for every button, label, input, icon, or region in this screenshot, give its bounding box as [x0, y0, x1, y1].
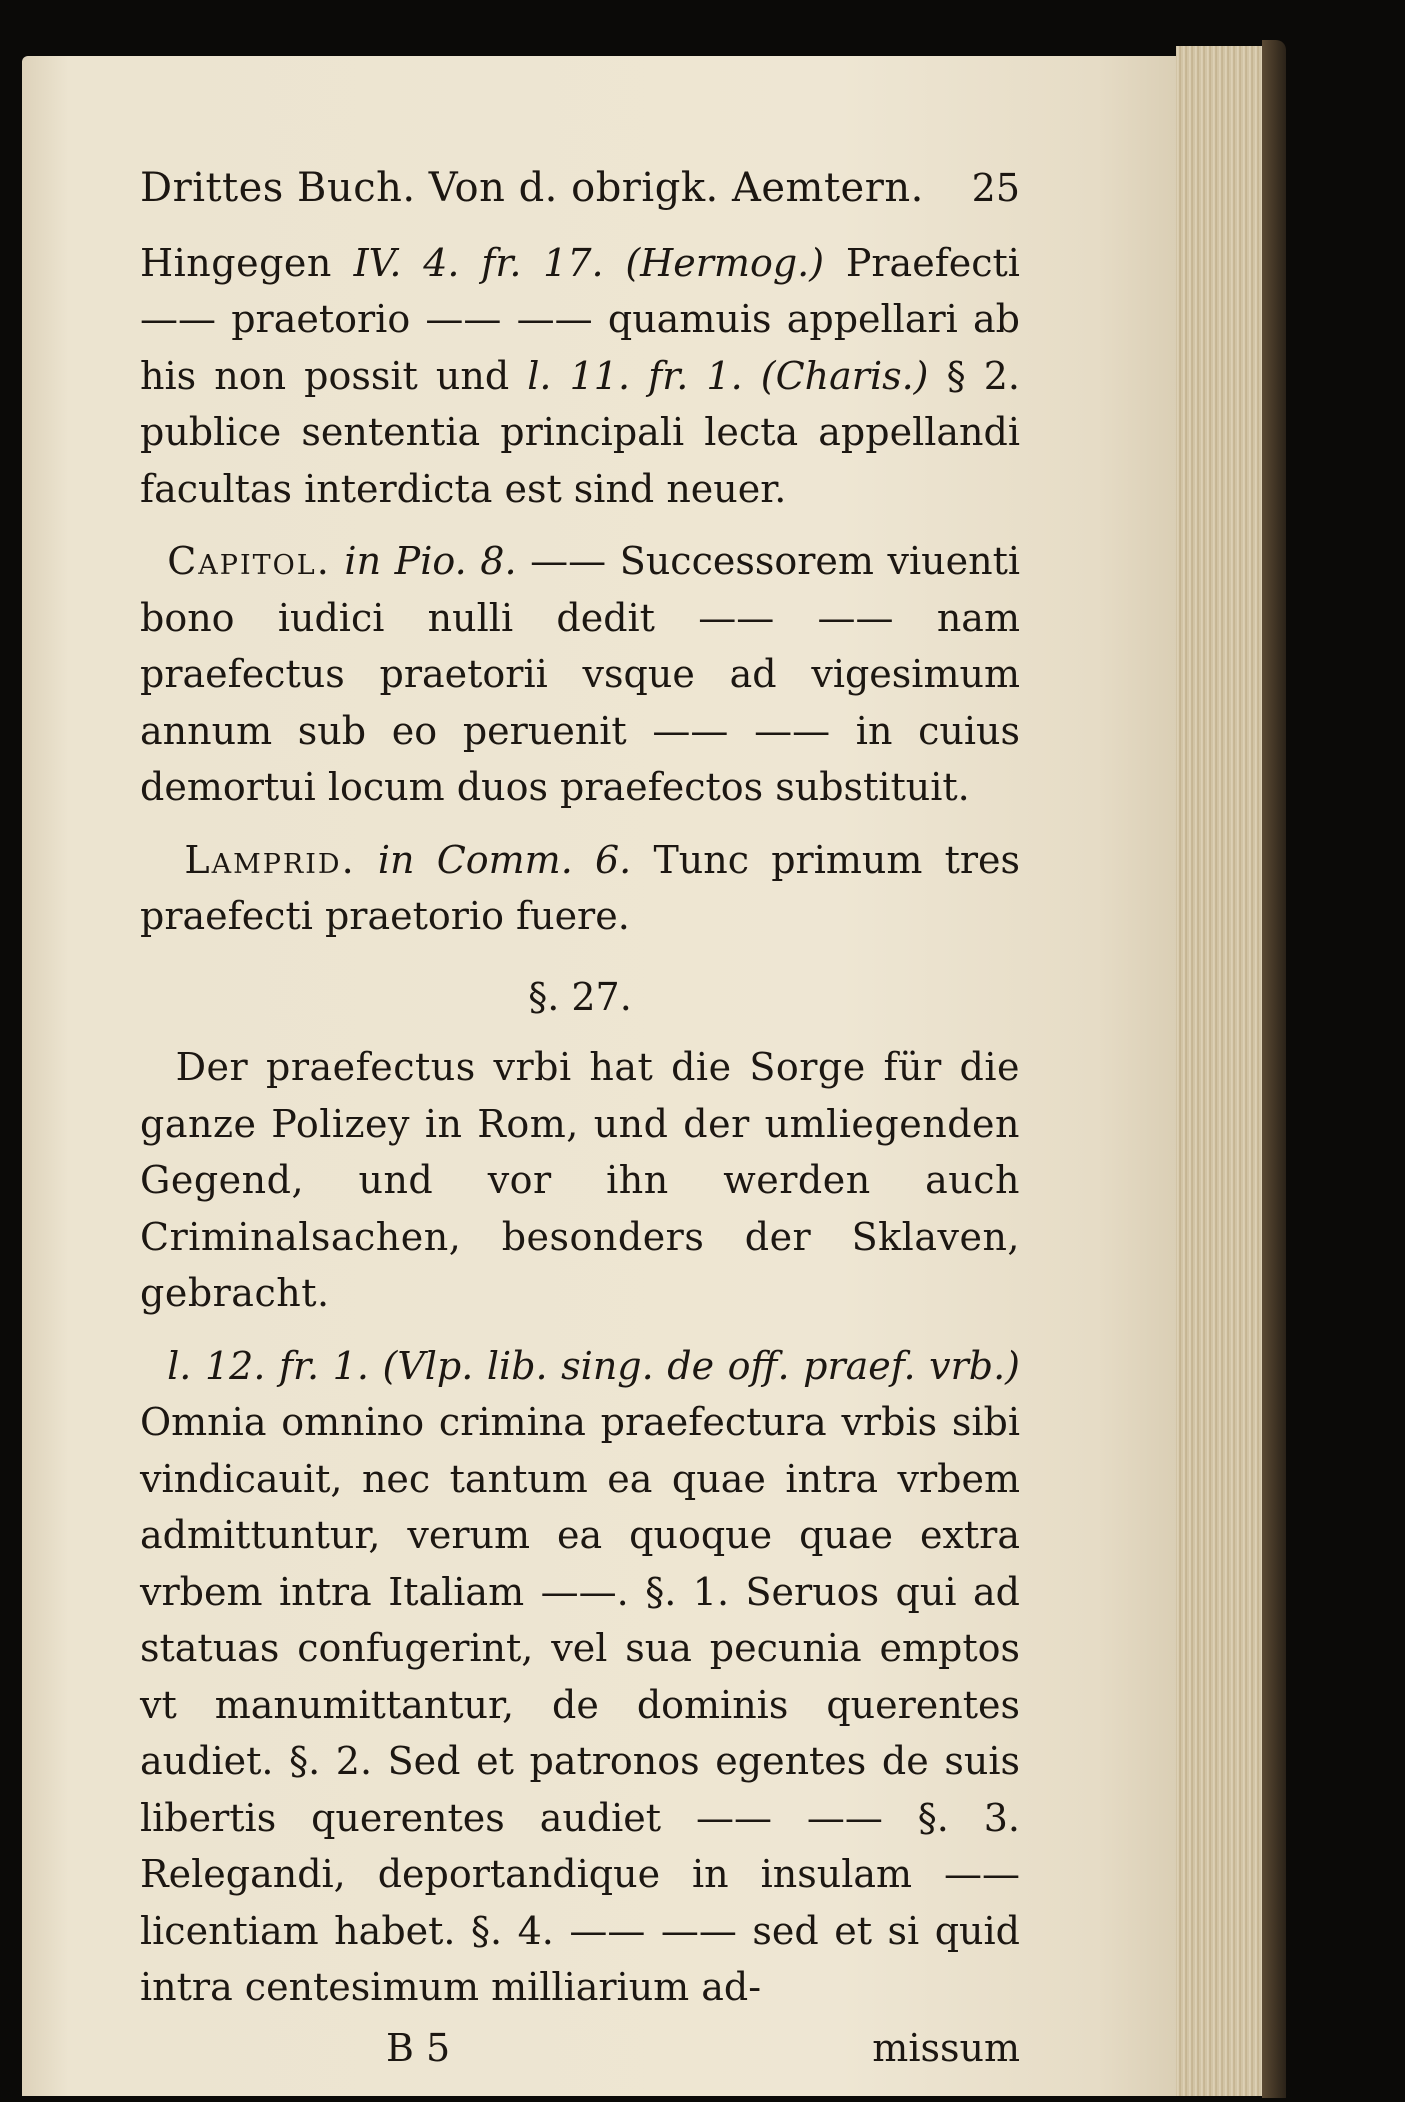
- page-text: [140, 160, 1020, 2076]
- p1-tail: § 2. publice sententia principali lecta appellandi facultas interdicta est sind neuer.: [140, 353, 1020, 511]
- paragraph-5: [140, 1338, 1020, 2016]
- running-title: Drittes Buch. Von d. obrigk. Aemtern.: [140, 165, 924, 211]
- paragraph-1: [140, 235, 1020, 518]
- paragraph-3: [140, 832, 1020, 945]
- p1-citation-2: l. 11. fr. 1. (Charis.): [527, 353, 929, 398]
- paragraph-4: [140, 1039, 1020, 1322]
- p3-source: Lamprid.: [184, 837, 356, 882]
- p3-body: Tunc primum tres praefecti praetorio fuere.: [140, 837, 1020, 938]
- p1-body: Praefecti —— praetorio —— —— quamuis appellari ab his non possit und: [140, 240, 1020, 398]
- p1-citation: IV. 4. fr. 17. (Hermog.): [353, 240, 825, 285]
- page-number: 25: [971, 166, 1020, 210]
- paragraph-2: [140, 533, 1020, 816]
- book-cover-edge: [1262, 40, 1286, 2098]
- page-edges: [1176, 46, 1274, 2096]
- p4-body: Der praefectus vrbi hat die Sorge für die ganze Polizey in Rom, und der umliegenden Gegend, und vor ihn werden auch Criminalsachen, besonders der Sklaven, gebracht.: [140, 1045, 1020, 1315]
- catchword: missum: [872, 2025, 1020, 2070]
- running-header: [140, 160, 1020, 217]
- p2-source: Capitol.: [167, 539, 331, 583]
- p2-citation: in Pio. 8.: [344, 539, 517, 583]
- signature-mark: B 5: [386, 2025, 451, 2070]
- section-heading: §. 27.: [528, 974, 632, 1019]
- p2-body: —— Successorem viuenti bono iudici nulli dedit —— —— nam praefectus praetorii vsque ad vigesimum annum sub eo peruenit —— —— in cuius demortui locum duos praefectos substituit.: [140, 539, 1020, 809]
- p1-lead: Hingegen: [140, 240, 332, 285]
- page-footer: [140, 2020, 1020, 2077]
- p5-citation: l. 12. fr. 1. (Vlp. lib. sing. de off. praef. vrb.): [167, 1343, 1020, 1388]
- p5-body: Omnia omnino crimina praefectura vrbis sibi vindicauit, nec tantum ea quae intra vrbem admittuntur, verum ea quoque quae extra vrbem intra Italiam ——. §. 1. Seruos qui ad statuas confugerint, vel sua pecunia emptos vt manumittantur, de dominis querentes audiet. §. 2. Sed et patronos egentes de suis libertis querentes audiet —— —— §. 3. Relegandi, deportandique in insulam —— licentiam habet. §. 4. —— —— sed et si quid intra centesimum milliarium ad-: [140, 1400, 1020, 2009]
- p3-citation: in Comm. 6.: [377, 837, 632, 882]
